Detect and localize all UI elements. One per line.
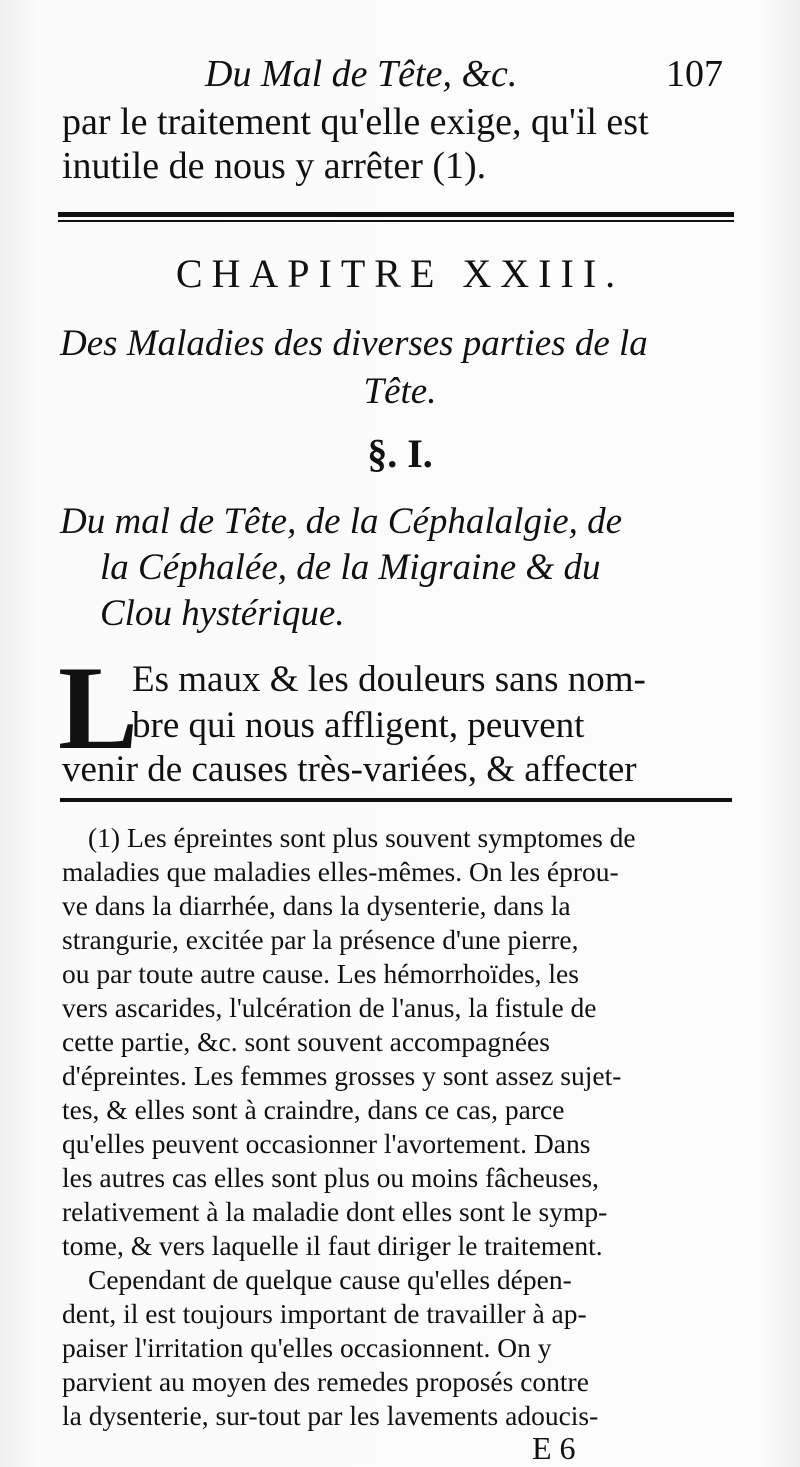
- footnote-line: dent, il est toujours important de travailler à ap-: [62, 1298, 587, 1329]
- footnote-line: cette partie, &c. sont souvent accompagnées: [62, 1026, 550, 1057]
- footnote-line: (1) Les épreintes sont plus souvent symptomes de: [88, 822, 636, 853]
- section-subtitle-line1: Du mal de Tête, de la Céphalalgie, de: [60, 501, 623, 542]
- section-subtitle-line2: la Céphalée, de la Migraine & du: [100, 547, 601, 588]
- signature-mark: E 6: [532, 1430, 576, 1466]
- opening-line-1: Es maux & les douleurs sans nom-: [132, 659, 646, 700]
- footnote-line: relativement à la maladie dont elles sont le symp-: [62, 1196, 608, 1227]
- footnote-line: strangurie, excitée par la présence d'une pierre,: [62, 924, 579, 955]
- running-title: Du Mal de Tête, &c.: [205, 53, 518, 95]
- footnote-line: d'épreintes. Les femmes grosses y sont assez sujet-: [62, 1060, 622, 1091]
- chapter-title-line2: Tête.: [363, 371, 437, 412]
- footnote-line: ve dans la diarrhée, dans la dysenterie, dans la: [62, 890, 571, 921]
- footnote-line: la dysenterie, sur-tout par les lavements adoucis-: [62, 1400, 599, 1431]
- footnote-line: vers ascarides, l'ulcération de l'anus, la fistule de: [62, 992, 597, 1023]
- footnote-line: Cependant de quelque cause qu'elles dépen-: [88, 1264, 572, 1295]
- footnote-line: les autres cas elles sont plus ou moins fâcheuses,: [62, 1162, 599, 1193]
- double-rule: [58, 212, 734, 222]
- footnote-line: ou par toute autre cause. Les hémorrhoïdes, les: [62, 958, 579, 989]
- body-line-1: [62, 100, 730, 144]
- section-mark: §. I.: [367, 431, 433, 476]
- footnote-line: tome, & vers laquelle il faut diriger le traitement.: [62, 1230, 603, 1261]
- body-line-1-text: par le traitement qu'elle exige, qu'il est: [62, 101, 649, 143]
- page-number: 107: [666, 53, 723, 95]
- body-line-2: inutile de nous y arrêter (1).: [62, 145, 487, 187]
- drop-cap: L: [58, 641, 139, 774]
- chapter-heading: CHAPITRE XXIII.: [175, 251, 625, 296]
- footnote-line: qu'elles peuvent occasionner l'avortement. Dans: [62, 1128, 591, 1159]
- section-subtitle-line3: Clou hystérique.: [100, 593, 345, 634]
- footnote-line: parvient au moyen des remedes proposés contre: [62, 1366, 589, 1397]
- footnote-rule: [60, 798, 732, 802]
- footnote-line: maladies que maladies elles-mêmes. On les éprou-: [62, 856, 619, 887]
- opening-line-2: bre qui nous affligent, peuvent: [132, 705, 585, 746]
- footnote-line: tes, & elles sont à craindre, dans ce cas, parce: [62, 1094, 565, 1125]
- chapter-title-line1: Des Maladies des diverses parties de la: [60, 323, 648, 364]
- footnote-line: paiser l'irritation qu'elles occasionnent. On y: [62, 1332, 552, 1363]
- opening-line-3: venir de causes très-variées, & affecter: [62, 749, 637, 790]
